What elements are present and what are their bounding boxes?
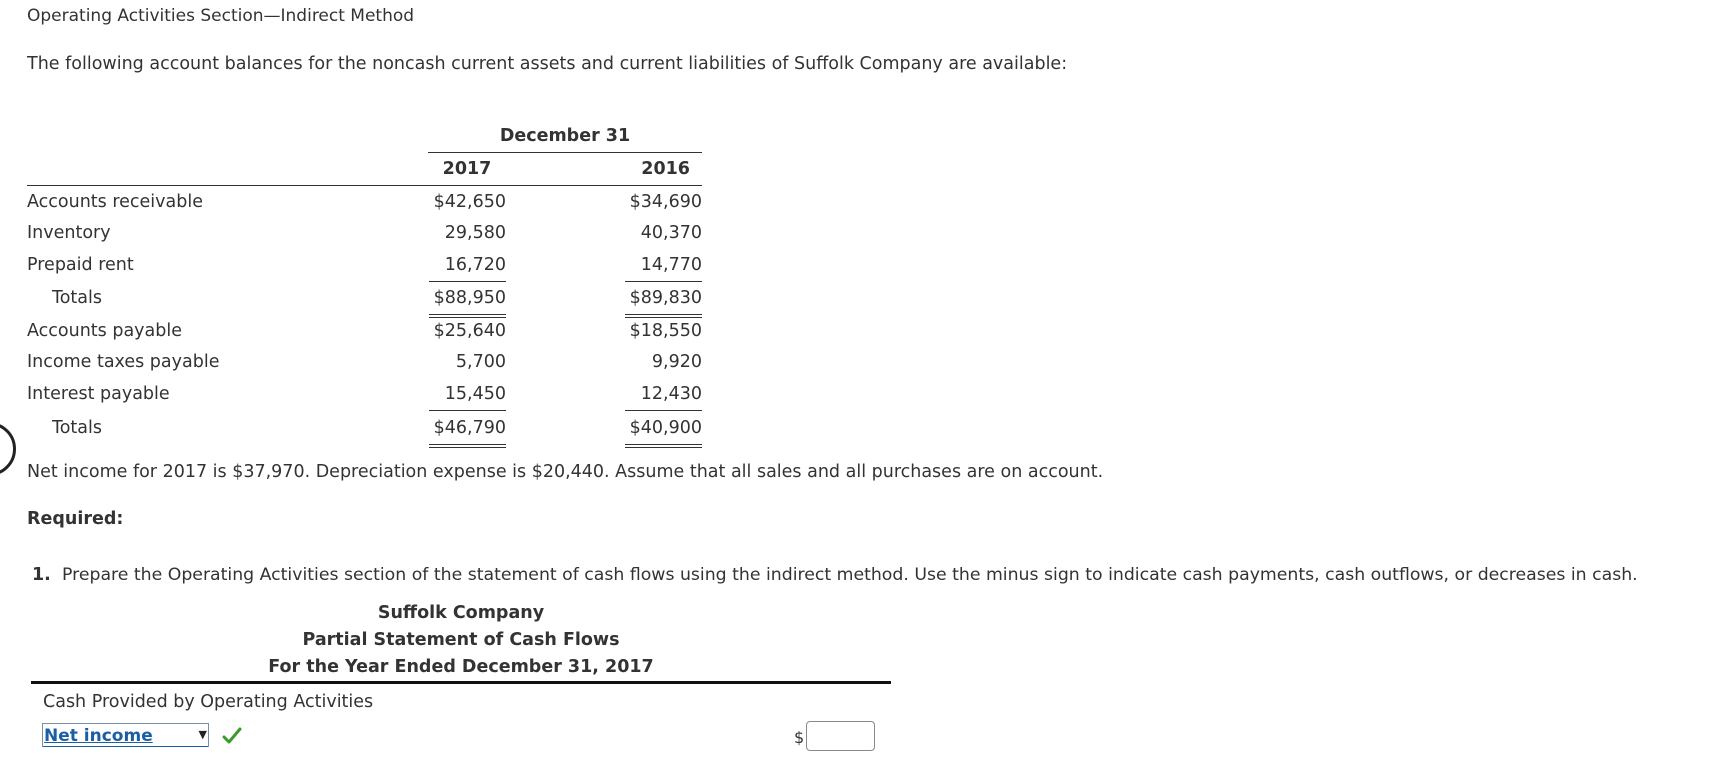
net-income-select[interactable]: [42, 725, 209, 747]
table-cell: $89,830: [629, 288, 702, 308]
table-row-label: Inventory: [27, 223, 111, 243]
table-row-label: Interest payable: [27, 384, 170, 404]
table-cell: $25,640: [433, 321, 506, 341]
table-cell: 5,700: [455, 352, 506, 372]
col-header-2017: 2017: [442, 159, 492, 179]
required-label: Required:: [27, 509, 124, 529]
table-cell: 15,450: [444, 384, 506, 404]
table-cell: 9,920: [651, 352, 702, 372]
caret-down-icon: ▼: [198, 728, 207, 741]
table-cell: 29,580: [444, 223, 506, 243]
table-row-label: Accounts payable: [27, 321, 182, 341]
table-cell: $40,900: [629, 418, 702, 438]
table-cell: $34,690: [629, 192, 702, 212]
table-cell: 12,430: [640, 384, 702, 404]
edge-circle: [0, 422, 16, 476]
statement-company: Suffolk Company: [377, 603, 545, 623]
checkmark-icon: [222, 726, 242, 746]
intro-text: The following account balances for the noncash current assets and current liabilities of Suffolk Company are available:: [27, 54, 1068, 74]
currency-symbol: $: [794, 728, 805, 747]
note-text: Net income for 2017 is $37,970. Depreciation expense is $20,440. Assume that all sales and all purchases are on account.: [27, 462, 1104, 482]
col-header-2016: 2016: [641, 159, 690, 179]
statement-title: Partial Statement of Cash Flows: [302, 630, 620, 650]
table-cell: $42,650: [433, 192, 506, 212]
table-row-label: Totals: [52, 418, 102, 438]
table-row-label: Income taxes payable: [27, 352, 220, 372]
table-row-label: Accounts receivable: [27, 192, 203, 212]
question-number: 1.: [32, 565, 51, 585]
statement-period: For the Year Ended December 31, 2017: [268, 657, 654, 677]
section-label: Cash Provided by Operating Activities: [43, 692, 374, 712]
table-cell: 40,370: [640, 223, 702, 243]
table-group-header: December 31: [499, 126, 631, 146]
page-heading: Operating Activities Section—Indirect Method: [27, 6, 415, 26]
table-row-label: Prepaid rent: [27, 255, 134, 275]
table-row-label: Totals: [52, 288, 102, 308]
table-cell: 16,720: [444, 255, 506, 275]
table-cell: $88,950: [433, 288, 506, 308]
table-cell: $18,550: [629, 321, 702, 341]
question-text: Prepare the Operating Activities section of the statement of cash flows using the indirect method. Use the minus sign to indicate cash payments, cash outflows, or decreases in cash.: [62, 565, 1638, 585]
table-cell: $46,790: [433, 418, 506, 438]
select-value: Net income: [44, 726, 153, 746]
table-cell: 14,770: [640, 255, 702, 275]
net-income-amount-input[interactable]: [806, 721, 875, 751]
